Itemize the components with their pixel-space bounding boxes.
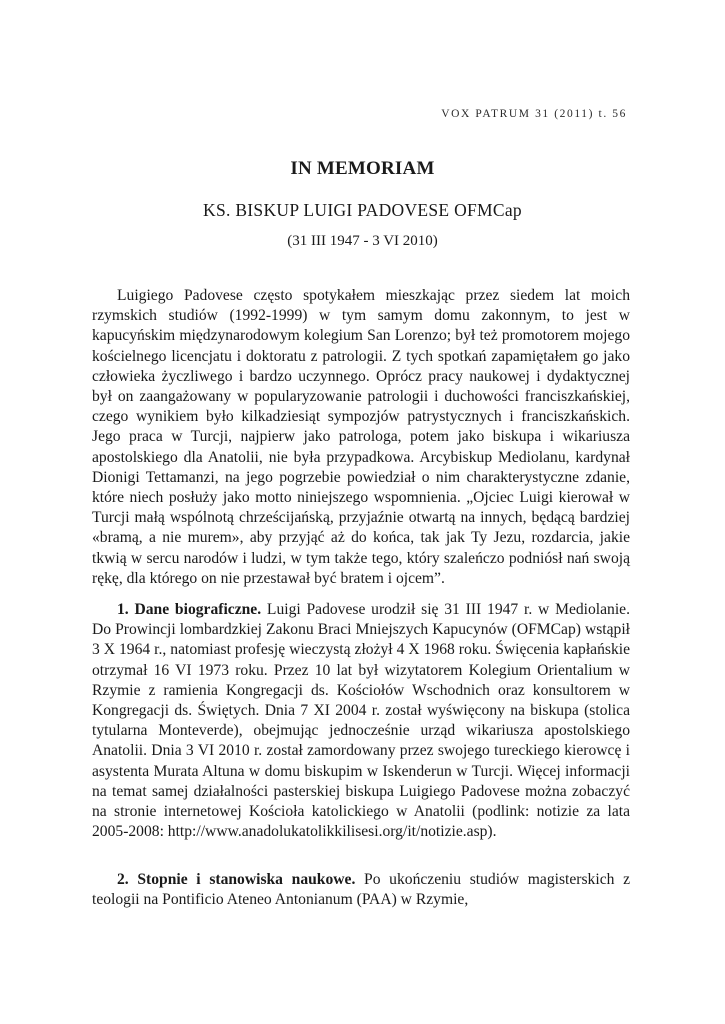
paragraph-body	[92, 600, 630, 842]
section-heading-biography: 1. Dane biograficzne.	[117, 601, 262, 618]
paragraph-academic-positions	[92, 870, 630, 910]
paragraph-introduction	[92, 286, 630, 589]
paragraph-text: Luigiego Padovese często spotykałem mieszkając przez siedem lat moich rzymskich studiów (1992-1999) w tym samym domu zakonnym, to jest w kapucyńskim międzynarodowym kolegium San Lorenzo; był też promotorem mojego kościelnego licencjatu i doktoratu z patrologii. Z tych spotkań zapamiętałem go jako człowieka życzliwego i bardzo uczynnego. Oprócz pracy naukowej i dydaktycznej był on zaangażowany w popularyzowanie patrologii i duchowości franciszkańskiej, czego wynikiem było kilkadziesiąt sympozjów patrystycznych i franciszkańskich. Jego praca w Turcji, najpierw jako patrologa, potem jako biskupa i wikariusza apostolskiego dla Anatolii, nie była przypadkowa. Arcybiskup Mediolanu, kardynał Dionigi Tettamanzi, na jego pogrzebie powiedział o nim charakterystyczne zdanie, które niech posłuży jako motto niniejszego wspomnienia. „Ojciec Luigi kierował w Turcji małą wspólnotą chrześcijańską, przyjaźnie otwartą na innych, będącą bardziej «bramą, a nie murem», aby przyjąć aż do końca, tak jak Ty Jezu, rozdarcia, jakie tkwią w sercu narodów i ludzi, w tym także tego, który szaleńczo podniósł nań swoją rękę, dla którego on nie przestawał być bratem i ojcem”.	[92, 287, 630, 587]
section-heading-academic: 2. Stopnie i stanowiska naukowe.	[117, 871, 356, 888]
paragraph-body	[92, 870, 630, 910]
life-dates: (31 III 1947 - 3 VI 2010)	[287, 233, 438, 249]
subject-name: KS. BISKUP LUIGI PADOVESE OFMCap	[203, 200, 522, 220]
running-head: VOX PATRUM 31 (2011) t. 56	[441, 108, 627, 120]
paragraph-biography	[92, 600, 630, 842]
paragraph-text: Po ukończeniu studiów magisterskich z teologii na Pontificio Ateneo Antonianum (PAA) w Rzymie,	[92, 871, 631, 909]
paragraph-text: Luigi Padovese urodził się 31 III 1947 r. w Mediolanie. Do Prowincji lombardzkiej Zakonu Braci Mniejszych Kapucynów (OFMCap) wstąpił 3 X 1964 r., natomiast profesję wieczystą złożył 4 X 1968 roku. Święcenia kapłańskie otrzymał 16 VI 1973 roku. Przez 10 lat był wizytatorem Kolegium Orientalium w Rzymie z ramienia Kongregacji ds. Kościołów Wschodnich oraz konsultorem w Kongregacji ds. Świętych. Dnia 7 XI 2004 r. został wyświęcony na biskupa (stolica tytularna Monteverde), obejmując jednocześnie urząd wikariusza apostolskiego Anatolii. Dnia 3 VI 2010 r. został zamordowany przez swojego tureckiego kierowcę i asystenta Murata Altuna w domu biskupim w Iskenderun w Turcji. Więcej informacji na temat samej działalności pasterskiej biskupa Luigiego Padovese można zobaczyć na stronie internetowej Kościoła katolickiego w Anatolii (podlink: notizie za lata 2005-2008: http://www.anadolukatolikkilisesi.org/it/notizie.asp).	[92, 601, 630, 841]
section-title: IN MEMORIAM	[290, 158, 435, 179]
